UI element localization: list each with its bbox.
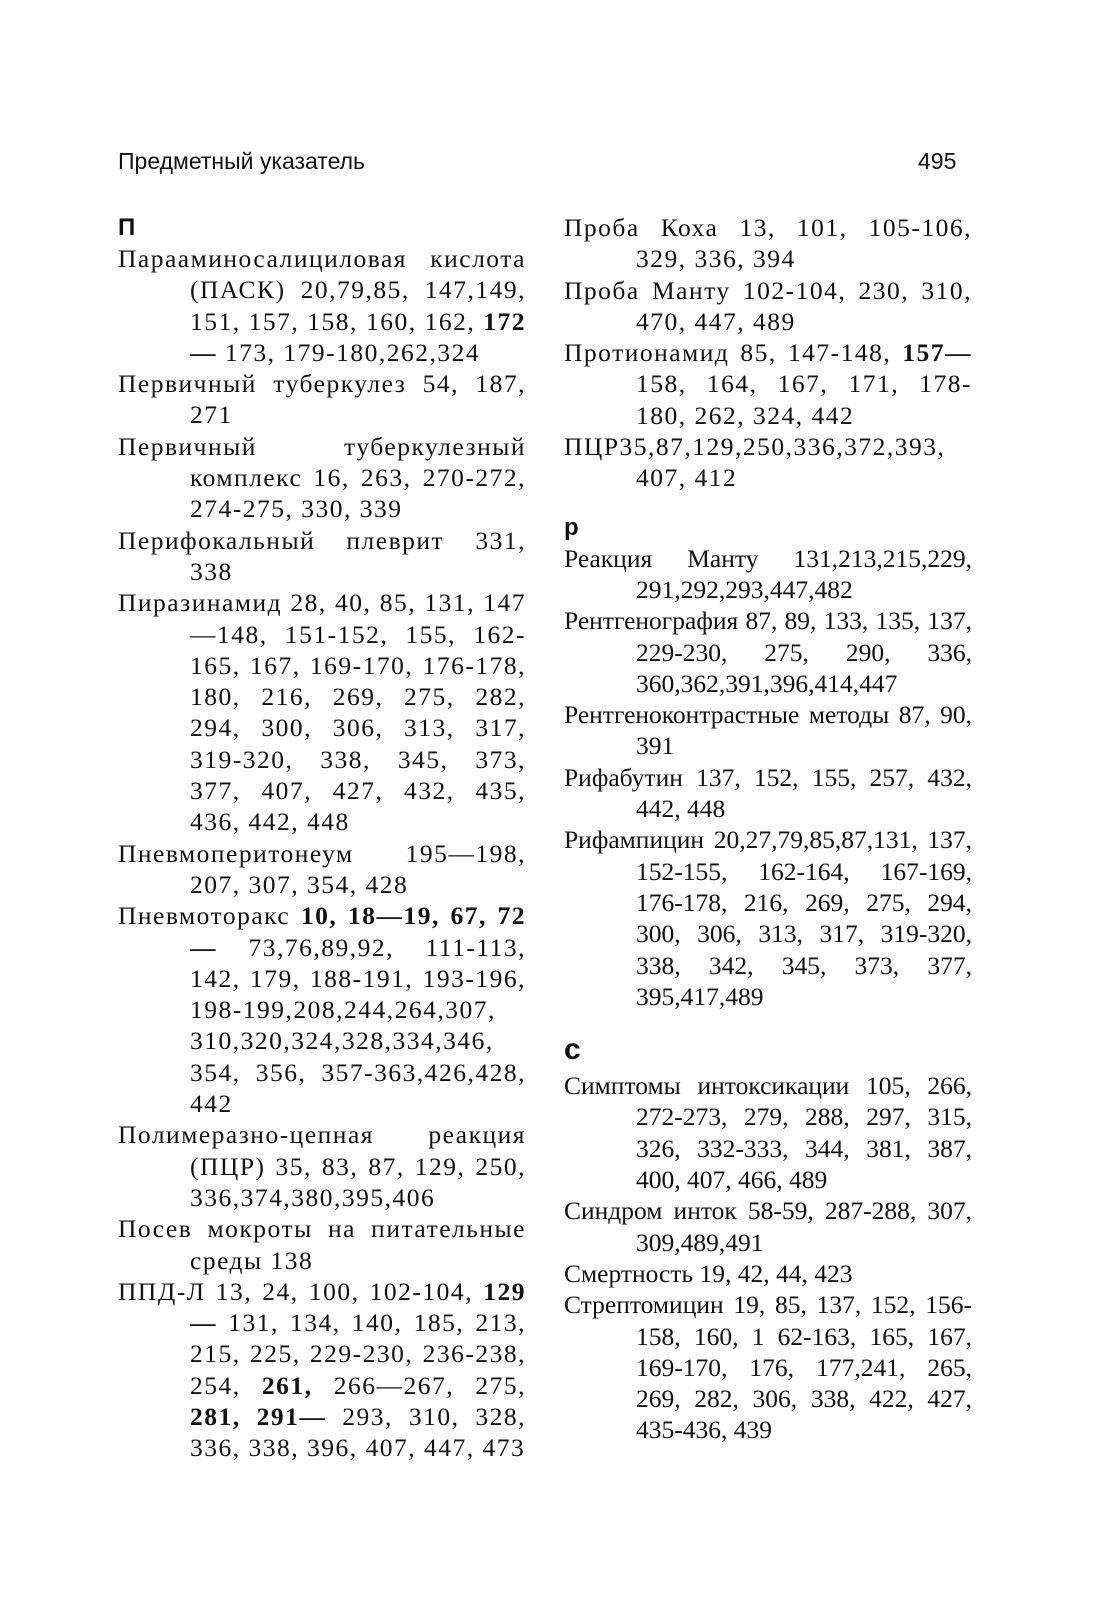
index-entry xyxy=(564,1195,972,1258)
entry-pages: 87, 89, 133, 135, 137, 229-230, 275, 290, 336, 360,362,391,396,414,447 xyxy=(636,606,973,698)
index-column-right xyxy=(564,212,972,1446)
index-entry xyxy=(118,1276,526,1464)
entry-pages: 85, 147-148, xyxy=(740,338,892,368)
index-entry xyxy=(118,243,526,368)
index-entry xyxy=(118,368,526,431)
entry-term: Первичный туберкулез xyxy=(118,369,407,399)
entry-term: Рентгеноконтрастные методы xyxy=(564,700,890,730)
entry-pages-bold: 129— xyxy=(190,1276,527,1338)
index-entry xyxy=(564,212,972,275)
index-column-left xyxy=(118,212,526,1464)
entry-pages: 20,79,85, 147,149, 151, 157, 158, 160, 162, xyxy=(190,275,526,336)
entry-term: Парааминосалициловая кислота (ПАСК) xyxy=(118,244,526,305)
entry-term: Пиразинамид xyxy=(118,588,283,618)
section-letter-r: р xyxy=(564,513,579,541)
entry-pages: 13, 24, 100, 102-104, xyxy=(215,1276,474,1306)
entry-pages-bold: 261, xyxy=(261,1370,313,1400)
entry-pages: 35,87,129,250,336,372,393, 407, 412 xyxy=(619,432,946,493)
entry-pages: 20,27,79,85,87,131, 137, 152-155, 162-164, 167-169, 176-178, 216, 269, 275, 294, 300, 306, 313, 317, 319-320, 338, 342, 345, 373, 377, 395,417,489 xyxy=(636,825,973,1011)
entry-term: ПЦР xyxy=(564,432,620,462)
entry-pages: 137, 152, 155, 257, 432, 442, 448 xyxy=(636,762,972,824)
index-entry xyxy=(564,824,972,1012)
entry-term: Пневмоторакс xyxy=(118,901,291,931)
entry-pages: 293, 310, 328, 336, 338, 396, 407, 447, 473 xyxy=(190,1401,526,1463)
entry-pages: 19, 42, 44, 423 xyxy=(699,1258,853,1288)
entry-pages-bold: 10, 18—19, 67, 72— xyxy=(190,901,527,962)
running-header-title: Предметный указатель xyxy=(118,148,366,174)
entry-term: Симптомы интоксикации xyxy=(564,1071,850,1101)
section-letter-s: с xyxy=(564,1033,581,1067)
entry-term: Первичный туберкулезный комплекс xyxy=(118,431,526,493)
index-entry xyxy=(118,1213,526,1276)
entry-pages: 173, 179-180,262,324 xyxy=(224,337,481,367)
entry-term: Стрептомицин xyxy=(564,1290,724,1320)
index-entry xyxy=(118,900,526,1119)
entry-pages: 28, 40, 85, 131, 147—148, 151-152, 155, 162-165, 167, 169-170, 176-178, 180, 216, 269, 275, 282, 294, 300, 306, 313, 317, 319-320, 338, 345, 373, 377, 407, 427, 432, 435, 436, 442, 448 xyxy=(190,588,527,837)
entry-pages: 195—198, 207, 307, 354, 428 xyxy=(190,838,526,899)
entry-term: Полимеразно-цепная реакция (ПЦР) xyxy=(118,1120,526,1181)
entry-term: Смертность xyxy=(564,1258,694,1288)
entry-pages: 58-59, 287-288, 307, 309,489,491 xyxy=(636,1196,973,1257)
entry-pages-bold: 281, 291— xyxy=(190,1401,327,1431)
entry-pages: 73,76,89,92, 111-113, 142, 179, 188-191, 193-196, 198-199,208,244,264,307, 310,320,324,328,334,346, 354, 356, 357-363,426,428, 442 xyxy=(190,932,526,1119)
entry-pages: 331, 338 xyxy=(190,525,526,586)
index-entry xyxy=(564,543,972,606)
entry-pages: 87, 90, 391 xyxy=(636,700,972,761)
entry-pages: 13, 101, 105-106, 329, 336, 394 xyxy=(636,213,972,274)
entry-pages-bold: 157— xyxy=(902,338,973,368)
entry-term: ППД-Л xyxy=(118,1276,206,1306)
index-entry xyxy=(118,431,526,525)
index-entry xyxy=(564,431,972,494)
entry-pages: 131, 134, 140, 185, 213, 215, 225, 229-230, 236-238, 254, xyxy=(190,1308,527,1400)
index-entry xyxy=(564,1258,972,1289)
index-entry xyxy=(564,605,972,699)
entry-term: Посев мокроты на питательные среды xyxy=(118,1214,526,1275)
index-entry xyxy=(564,1289,972,1445)
entry-pages: 102-104, 230, 310, 470, 447, 489 xyxy=(636,275,973,336)
index-entry xyxy=(118,525,526,588)
index-entry xyxy=(564,1070,972,1195)
entry-pages: 19, 85, 137, 152, 156-158, 160, 1 62-163, 165, 167, 169-170, 176, 177,241, 265, 269, 282, 306, 338, 422, 427, 435-436, 439 xyxy=(636,1290,973,1445)
entry-term: Пневмоперитонеум xyxy=(118,838,354,868)
entry-pages: 35, 83, 87, 129, 250, 336,374,380,395,406 xyxy=(190,1151,527,1212)
entry-term: Перифокальный плеврит xyxy=(118,525,445,555)
entry-pages: 158, 164, 167, 171, 178-180, 262, 324, 442 xyxy=(636,369,972,430)
entry-pages: 105, 266, 272-273, 279, 288, 297, 315, 326, 332-333, 344, 381, 387, 400, 407, 466, 489 xyxy=(636,1071,973,1195)
index-entry xyxy=(564,275,972,338)
entry-term: Проба Манту xyxy=(564,275,731,305)
index-entry xyxy=(564,762,972,825)
entry-term: Протионамид xyxy=(564,338,730,368)
entry-pages: 16, 263, 270-272, 274-275, 330, 339 xyxy=(190,463,526,524)
section-spacer xyxy=(564,1012,972,1030)
entry-pages-bold: 172— xyxy=(190,306,527,367)
entry-pages: 266—267, 275, xyxy=(333,1370,526,1400)
index-entry xyxy=(118,587,526,837)
entry-term: Реакция Манту xyxy=(564,543,759,573)
entry-term: Синдром инток xyxy=(564,1196,737,1226)
entry-term: Рентгенография xyxy=(564,606,739,636)
index-entry xyxy=(118,1119,526,1213)
entry-pages: 138 xyxy=(270,1245,314,1275)
section-spacer xyxy=(564,494,972,512)
index-entry xyxy=(118,838,526,901)
entry-term: Проба Коха xyxy=(564,213,719,242)
entry-term: Рифабутин xyxy=(564,762,683,792)
index-entry xyxy=(564,337,972,431)
entry-pages: 131,213,215,229, 291,292,293,447,482 xyxy=(636,543,972,604)
page-number: 495 xyxy=(918,148,957,174)
section-letter-p: П xyxy=(118,214,136,241)
index-entry xyxy=(564,699,972,762)
entry-term: Рифампицин xyxy=(564,825,705,855)
entry-pages: 54, 187, 271 xyxy=(190,369,527,430)
